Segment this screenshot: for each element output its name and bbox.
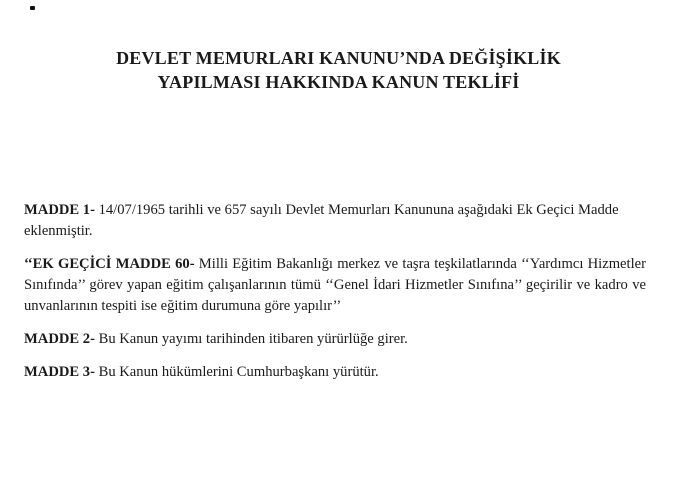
article-2-label: MADDE 2- <box>24 331 95 347</box>
article-3 <box>24 362 646 383</box>
article-1-text: 14/07/1965 tarihli ve 657 sayılı Devlet Memurları Kanununa aşağıdaki Ek Geçici Madde eklenmiştir. <box>24 202 619 239</box>
scan-mark <box>30 6 35 10</box>
document-title <box>0 46 677 94</box>
article-3-text: Bu Kanun hükümlerini Cumhurbaşkanı yürütür. <box>94 364 379 380</box>
article-ek-gecici-60 <box>24 254 646 317</box>
article-1 <box>24 200 646 242</box>
article-ek-gecici-60-label: ‘‘EK GEÇİCİ MADDE 60- <box>24 256 195 272</box>
document-body <box>24 200 646 395</box>
article-3-label: MADDE 3- <box>24 364 95 380</box>
title-line-2: YAPILMASI HAKKINDA KANUN TEKLİFİ <box>157 72 520 92</box>
article-1-label: MADDE 1- <box>24 202 95 218</box>
title-line-1: DEVLET MEMURLARI KANUNU’NDA DEĞİŞİKLİK <box>116 48 561 68</box>
article-ek-gecici-60-text: Milli Eğitim Bakanlığı merkez ve taşra teşkilatlarında ‘‘Yardımcı Hizmetler Sınıfında’’ görev yapan eğitim çalışanlarının tümü ‘‘Genel İdari Hizmetler Sınıfına’’ geçirilir ve kadro ve unvanlarının tespiti ise eğitim durumuna göre yapılır’’ <box>24 256 646 314</box>
article-2-text: Bu Kanun yayımı tarihinden itibaren yürürlüğe girer. <box>94 331 408 347</box>
article-2 <box>24 329 646 350</box>
